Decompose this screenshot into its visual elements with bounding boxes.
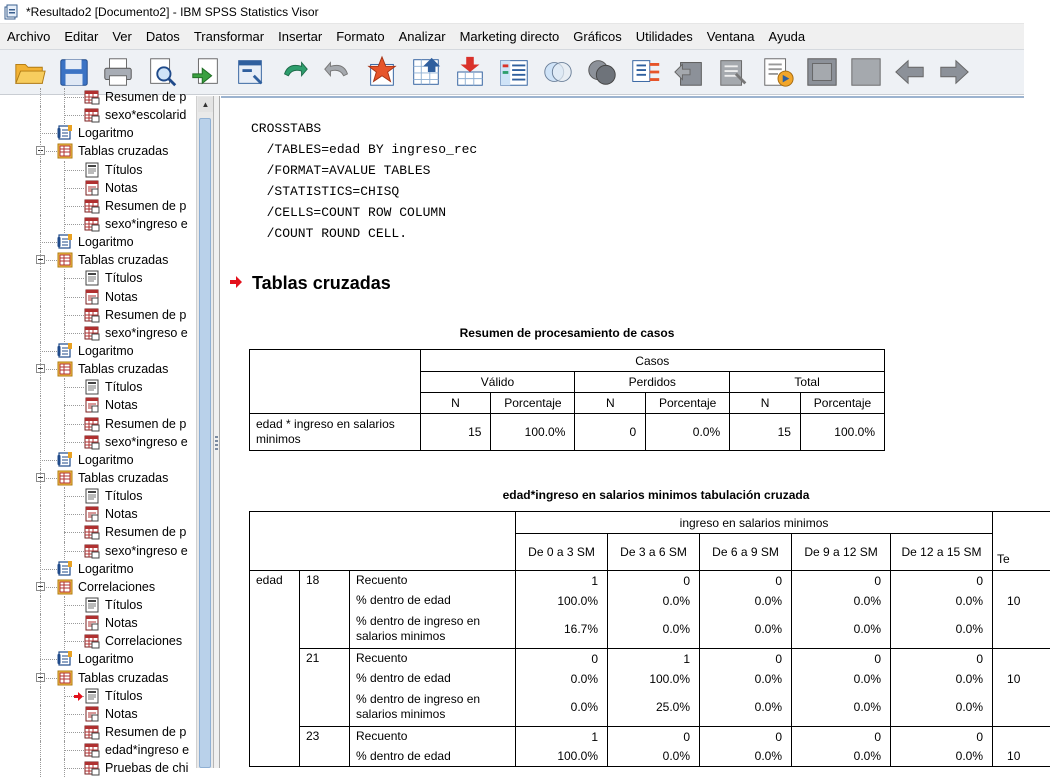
- row-label-cell: edad * ingreso en salarios minimos: [250, 414, 421, 451]
- total-value-cell: [993, 689, 1050, 727]
- forward-arrow-button[interactable]: [936, 54, 972, 90]
- crosstab-value-cell: 0.0%: [700, 669, 792, 689]
- column-variable-header: ingreso en salarios minimos: [516, 512, 993, 534]
- total-value-cell: [993, 611, 1050, 649]
- crosstab-value-cell: 0: [891, 727, 993, 747]
- total-header-partial: Te: [993, 512, 1050, 571]
- outline-item-label: Logaritmo: [78, 126, 134, 141]
- designate-window-button[interactable]: [848, 54, 884, 90]
- statistic-label: % dentro de ingreso en salarios minimos: [350, 689, 516, 727]
- notes-icon: [84, 289, 100, 305]
- outline-item-label: Notas: [105, 289, 138, 304]
- promote-button[interactable]: [672, 54, 708, 90]
- collapse-button[interactable]: [760, 54, 796, 90]
- value-cell: 0.0%: [646, 414, 730, 451]
- crosstab-value-cell: 1: [608, 649, 700, 669]
- export-button[interactable]: [188, 54, 224, 90]
- outline-item-label: sexo*ingreso e: [105, 216, 188, 231]
- outline-item[interactable]: [0, 687, 196, 705]
- value-cell: 100.0%: [800, 414, 884, 451]
- outline-item[interactable]: [0, 542, 196, 560]
- menu-utilidades[interactable]: Utilidades: [635, 29, 693, 44]
- collapse-icon: [761, 55, 795, 89]
- table-icon: [84, 760, 100, 776]
- outline-item[interactable]: [0, 342, 196, 360]
- table-icon: [84, 524, 100, 540]
- undo-icon: [277, 55, 311, 89]
- statistic-label: % dentro de ingreso en salarios minimos: [350, 611, 516, 649]
- save-icon: [57, 55, 91, 89]
- crosstab-value-cell: 0: [891, 649, 993, 669]
- crosstab-value-cell: 0.0%: [608, 611, 700, 649]
- row-category-label: 23: [300, 727, 350, 767]
- log-icon: [57, 343, 73, 359]
- crosstab-value-cell: 0.0%: [891, 689, 993, 727]
- table-icon: [84, 107, 100, 123]
- redo-button[interactable]: [320, 54, 356, 90]
- crosstab-value-cell: 0: [608, 727, 700, 747]
- title-page-icon: [84, 270, 100, 286]
- outline-item-label: Títulos: [105, 162, 143, 177]
- outline-item-label: Pruebas de chi: [105, 761, 189, 776]
- variables-icon: [497, 55, 531, 89]
- crosstabs-folder-icon: [57, 361, 73, 377]
- crosstab-value-cell: 1: [516, 571, 608, 591]
- section-heading: Tablas cruzadas: [252, 273, 391, 293]
- outline-item-label: Resumen de p: [105, 90, 187, 104]
- crosstab-value-cell: 0: [516, 649, 608, 669]
- outline-item-label: Resumen de p: [105, 525, 187, 540]
- crosstabs-folder-icon: [57, 470, 73, 486]
- statistic-label: Recuento: [350, 727, 516, 747]
- outline-item[interactable]: [0, 233, 196, 251]
- print-preview-button[interactable]: [144, 54, 180, 90]
- title-page-icon: [84, 162, 100, 178]
- crosstab-value-cell: 0.0%: [516, 689, 608, 727]
- outline-item-label: Tablas cruzadas: [78, 253, 169, 268]
- outline-item-label: Correlaciones: [78, 579, 156, 594]
- recall-dialog-icon: [233, 55, 267, 89]
- recall-dialog-button[interactable]: [232, 54, 268, 90]
- print-icon: [101, 55, 135, 89]
- syntax-line: /STATISTICS=CHISQ: [251, 184, 400, 199]
- crosstab-value-cell: 0.0%: [700, 611, 792, 649]
- table-icon: [84, 416, 100, 432]
- window-title: *Resultado2 [Documento2] - IBM SPSS Statistics Visor: [26, 4, 319, 19]
- syntax-line: CROSSTABS: [251, 121, 322, 136]
- menu-editar[interactable]: Editar: [64, 29, 99, 44]
- print-preview-icon: [145, 55, 179, 89]
- case-processing-summary-table[interactable]: [249, 349, 885, 451]
- outline-item-label: Logaritmo: [78, 652, 134, 667]
- outline-item[interactable]: [0, 324, 196, 342]
- crosstab-value-cell: 0.0%: [792, 669, 891, 689]
- open-folder-icon: [13, 55, 47, 89]
- hide-button[interactable]: [584, 54, 620, 90]
- value-cell: 0: [575, 414, 646, 451]
- menu-marketing-directo[interactable]: Marketing directo: [459, 29, 560, 44]
- statistic-label: Recuento: [350, 649, 516, 669]
- crosstabs-folder-icon: [57, 670, 73, 686]
- demote-icon: [717, 55, 751, 89]
- current-item-arrow-icon: [229, 275, 243, 289]
- crosstabs-folder-icon: [57, 579, 73, 595]
- outline-item-label: Títulos: [105, 380, 143, 395]
- outline-item-label: Notas: [105, 398, 138, 413]
- scroll-up-arrow-icon[interactable]: ▲: [198, 97, 213, 112]
- designate-window-icon: [849, 55, 883, 89]
- goto-variable-button[interactable]: [452, 54, 488, 90]
- notes-icon: [84, 506, 100, 522]
- outline-item-label: Resumen de p: [105, 724, 187, 739]
- select-output-icon: [629, 55, 663, 89]
- back-arrow-button[interactable]: [892, 54, 928, 90]
- table-icon: [84, 434, 100, 450]
- crosstabulation-table[interactable]: [249, 511, 1050, 767]
- outline-item-label: Logaritmo: [78, 452, 134, 467]
- crosstab-value-cell: 0.0%: [891, 591, 993, 611]
- outline-item-label: sexo*ingreso e: [105, 434, 188, 449]
- outline-item-label: Notas: [105, 507, 138, 522]
- crosstab-value-cell: 100.0%: [516, 747, 608, 767]
- total-value-cell: 10: [993, 591, 1050, 611]
- menu-graficos[interactable]: Gráficos: [573, 29, 622, 44]
- demote-button[interactable]: [716, 54, 752, 90]
- outline-item-label: Logaritmo: [78, 343, 134, 358]
- outline-item[interactable]: [0, 142, 196, 160]
- table-icon: [84, 742, 100, 758]
- outline-item[interactable]: [0, 614, 196, 632]
- print-button[interactable]: [100, 54, 136, 90]
- goto-variable-icon: [453, 55, 487, 89]
- column-category-header: De 12 a 15 SM: [891, 534, 993, 571]
- crosstab-value-cell: 1: [516, 727, 608, 747]
- notes-icon: [84, 397, 100, 413]
- crosstab-value-cell: 0: [700, 727, 792, 747]
- total-value-cell: [993, 727, 1050, 747]
- outline-item-label: Títulos: [105, 489, 143, 504]
- outline-item[interactable]: [0, 560, 196, 578]
- outline-item[interactable]: [0, 451, 196, 469]
- goto-data-icon: [365, 55, 399, 89]
- menu-datos[interactable]: Datos: [145, 29, 180, 44]
- total-value-cell: 10: [993, 747, 1050, 767]
- outline-item[interactable]: [0, 669, 196, 687]
- crosstab-value-cell: 16.7%: [516, 611, 608, 649]
- crosstab-value-cell: 0.0%: [792, 747, 891, 767]
- table-icon: [84, 198, 100, 214]
- outline-navigation-pane: [0, 90, 214, 776]
- crosstabs-folder-icon: [57, 252, 73, 268]
- crosstab-value-cell: 0: [792, 649, 891, 669]
- subheader-cell: N: [420, 393, 491, 414]
- outline-item[interactable]: [0, 161, 196, 179]
- outline-item[interactable]: [0, 741, 196, 759]
- output-content-pane: [221, 96, 1024, 768]
- outline-item-label: Tablas cruzadas: [78, 362, 169, 377]
- outline-item-label: Correlaciones: [105, 634, 183, 649]
- outline-item-label: edad*ingreso e: [105, 743, 190, 758]
- crosstab-value-cell: 0.0%: [700, 591, 792, 611]
- syntax-line: /FORMAT=AVALUE TABLES: [251, 163, 431, 178]
- scroll-thumb[interactable]: [199, 118, 211, 768]
- title-page-icon: [84, 488, 100, 504]
- goto-case-icon: [409, 55, 443, 89]
- menu-insertar[interactable]: Insertar: [278, 29, 323, 44]
- menu-ver[interactable]: Ver: [112, 29, 132, 44]
- outline-item-label: sexo*ingreso e: [105, 325, 188, 340]
- outline-item[interactable]: [0, 487, 196, 505]
- outline-item-label: Resumen de p: [105, 307, 187, 322]
- outline-item[interactable]: [0, 197, 196, 215]
- crosstab-value-cell: 0.0%: [792, 689, 891, 727]
- crosstab-value-cell: 0.0%: [608, 747, 700, 767]
- log-icon: [57, 234, 73, 250]
- crosstab-value-cell: 100.0%: [516, 591, 608, 611]
- statistic-label: % dentro de edad: [350, 747, 516, 767]
- outline-item[interactable]: [0, 596, 196, 614]
- crosstab-value-cell: 0: [792, 571, 891, 591]
- outline-item[interactable]: [0, 215, 196, 233]
- outline-item[interactable]: [0, 251, 196, 269]
- crosstab-value-cell: 0.0%: [891, 669, 993, 689]
- hide-icon: [585, 55, 619, 89]
- crosstab-value-cell: 0: [700, 649, 792, 669]
- crosstab-value-cell: 0: [891, 571, 993, 591]
- outline-item-label: Notas: [105, 616, 138, 631]
- outline-item-label: Títulos: [105, 271, 143, 286]
- table-icon: [84, 216, 100, 232]
- outline-item[interactable]: [0, 378, 196, 396]
- open-folder-button[interactable]: [12, 54, 48, 90]
- column-category-header: De 0 a 3 SM: [516, 534, 608, 571]
- outline-item-label: Resumen de p: [105, 416, 187, 431]
- crosstab-value-cell: 0.0%: [891, 611, 993, 649]
- casos-header: Casos: [420, 350, 884, 372]
- crosstab-value-cell: 0.0%: [792, 591, 891, 611]
- outline-item-label: Notas: [105, 180, 138, 195]
- menu-ayuda[interactable]: Ayuda: [768, 29, 806, 44]
- notes-icon: [84, 180, 100, 196]
- outline-item[interactable]: [0, 360, 196, 378]
- column-category-header: De 3 a 6 SM: [608, 534, 700, 571]
- subheader-cell: Porcentaje: [646, 393, 730, 414]
- outline-item-label: Tablas cruzadas: [78, 670, 169, 685]
- column-category-header: De 6 a 9 SM: [700, 534, 792, 571]
- log-icon: [57, 561, 73, 577]
- notes-icon: [84, 615, 100, 631]
- crosstab-value-cell: 0.0%: [516, 669, 608, 689]
- subheader-cell: N: [730, 393, 801, 414]
- outline-tree: [0, 88, 196, 777]
- outline-item[interactable]: [0, 124, 196, 142]
- crosstab-value-cell: 0.0%: [792, 611, 891, 649]
- outline-item-label: Logaritmo: [78, 561, 134, 576]
- outline-item[interactable]: [0, 106, 196, 124]
- outline-item[interactable]: [0, 306, 196, 324]
- outline-item[interactable]: [0, 723, 196, 741]
- outline-item-label: Notas: [105, 706, 138, 721]
- statistic-label: % dentro de edad: [350, 591, 516, 611]
- title-page-icon: [84, 597, 100, 613]
- table-icon: [84, 633, 100, 649]
- expand-button[interactable]: [804, 54, 840, 90]
- crosstabs-folder-icon: [57, 143, 73, 159]
- subheader-cell: Porcentaje: [491, 393, 575, 414]
- crosstab-value-cell: 0.0%: [700, 747, 792, 767]
- outline-item-label: Tablas cruzadas: [78, 144, 169, 159]
- outline-item[interactable]: [0, 650, 196, 668]
- outline-item[interactable]: [0, 705, 196, 723]
- total-value-cell: [993, 649, 1050, 669]
- column-category-header: De 9 a 12 SM: [792, 534, 891, 571]
- subheader-cell: N: [575, 393, 646, 414]
- value-cell: 15: [420, 414, 491, 451]
- outline-item[interactable]: [0, 179, 196, 197]
- notes-icon: [84, 706, 100, 722]
- promote-icon: [673, 55, 707, 89]
- crosstab-value-cell: 0: [700, 571, 792, 591]
- forward-arrow-icon: [937, 55, 971, 89]
- spss-viewer-icon: [4, 4, 20, 20]
- syntax-line: /COUNT ROUND CELL.: [251, 226, 408, 241]
- syntax-line: /CELLS=COUNT ROW COLUMN: [251, 205, 447, 220]
- subheader-cell: Porcentaje: [800, 393, 884, 414]
- crosstab-value-cell: 100.0%: [608, 669, 700, 689]
- outline-item-label: Tablas cruzadas: [78, 470, 169, 485]
- outline-item[interactable]: [0, 269, 196, 287]
- summary-corner-cell: [250, 350, 421, 414]
- log-icon: [57, 452, 73, 468]
- outline-item[interactable]: [0, 469, 196, 487]
- splitter-grip-icon[interactable]: [215, 436, 218, 450]
- variables-button[interactable]: [496, 54, 532, 90]
- select-output-button[interactable]: [628, 54, 664, 90]
- undo-button[interactable]: [276, 54, 312, 90]
- menu-formato[interactable]: Formato: [336, 29, 385, 44]
- redo-icon: [321, 55, 355, 89]
- total-value-cell: 10: [993, 669, 1050, 689]
- title-bar: [0, 0, 1024, 24]
- group-header: Total: [730, 372, 885, 393]
- statistic-label: % dentro de edad: [350, 669, 516, 689]
- title-page-icon: [84, 379, 100, 395]
- summary-table-title: Resumen de procesamiento de casos: [459, 326, 675, 340]
- outline-item[interactable]: [0, 288, 196, 306]
- menu-archivo[interactable]: Archivo: [7, 29, 51, 44]
- outline-item[interactable]: [0, 578, 196, 596]
- goto-case-button[interactable]: [408, 54, 444, 90]
- outline-item[interactable]: [0, 759, 196, 777]
- outline-item[interactable]: [0, 632, 196, 650]
- outline-item-label: Logaritmo: [78, 235, 134, 250]
- log-icon: [57, 651, 73, 667]
- syntax-log: [251, 118, 477, 244]
- outline-item[interactable]: [0, 415, 196, 433]
- value-cell: 100.0%: [491, 414, 575, 451]
- group-header: Perdidos: [575, 372, 730, 393]
- table-icon: [84, 89, 100, 105]
- row-variable-label: edad: [250, 571, 300, 767]
- value-cell: 15: [730, 414, 801, 451]
- table-icon: [84, 307, 100, 323]
- log-icon: [57, 125, 73, 141]
- crosstab-value-cell: 0: [608, 571, 700, 591]
- crosstab-table-title: edad*ingreso en salarios minimos tabulación cruzada: [502, 488, 810, 502]
- show-all-button[interactable]: [540, 54, 576, 90]
- outline-item-label: sexo*ingreso e: [105, 543, 188, 558]
- show-all-icon: [541, 55, 575, 89]
- outline-item[interactable]: [0, 523, 196, 541]
- save-button[interactable]: [56, 54, 92, 90]
- title-page-icon: [84, 688, 100, 704]
- table-icon: [84, 543, 100, 559]
- export-icon: [189, 55, 223, 89]
- back-arrow-icon: [893, 55, 927, 89]
- current-item-marker-icon: [74, 692, 83, 701]
- outline-item-label: Resumen de p: [105, 198, 187, 213]
- menu-ventana[interactable]: Ventana: [706, 29, 755, 44]
- row-category-label: 21: [300, 649, 350, 727]
- outline-scrollbar[interactable]: [196, 96, 213, 768]
- crosstab-value-cell: 0.0%: [608, 591, 700, 611]
- crosstab-value-cell: 25.0%: [608, 689, 700, 727]
- outline-item[interactable]: [0, 396, 196, 414]
- syntax-line: /TABLES=edad BY ingreso_rec: [251, 142, 478, 157]
- statistic-label: Recuento: [350, 571, 516, 591]
- outline-item-label: sexo*escolarid: [105, 108, 187, 123]
- row-category-label: 18: [300, 571, 350, 649]
- menu-analizar[interactable]: Analizar: [398, 29, 446, 44]
- total-value-cell: [993, 571, 1050, 591]
- crosstab-value-cell: 0.0%: [891, 747, 993, 767]
- crosstab-value-cell: 0.0%: [700, 689, 792, 727]
- menu-bar: [0, 24, 1024, 49]
- table-icon: [84, 724, 100, 740]
- goto-data-button[interactable]: [364, 54, 400, 90]
- table-icon: [84, 325, 100, 341]
- outline-item[interactable]: [0, 505, 196, 523]
- menu-transformar[interactable]: Transformar: [193, 29, 265, 44]
- crosstab-corner-cell: [250, 512, 516, 571]
- outline-item-label: Títulos: [105, 597, 143, 612]
- outline-item[interactable]: [0, 433, 196, 451]
- crosstab-value-cell: 0: [792, 727, 891, 747]
- outline-item[interactable]: [0, 88, 196, 106]
- outline-item-label: Títulos: [105, 688, 143, 703]
- expand-icon: [805, 55, 839, 89]
- pane-splitter[interactable]: [214, 96, 220, 768]
- group-header: Válido: [420, 372, 575, 393]
